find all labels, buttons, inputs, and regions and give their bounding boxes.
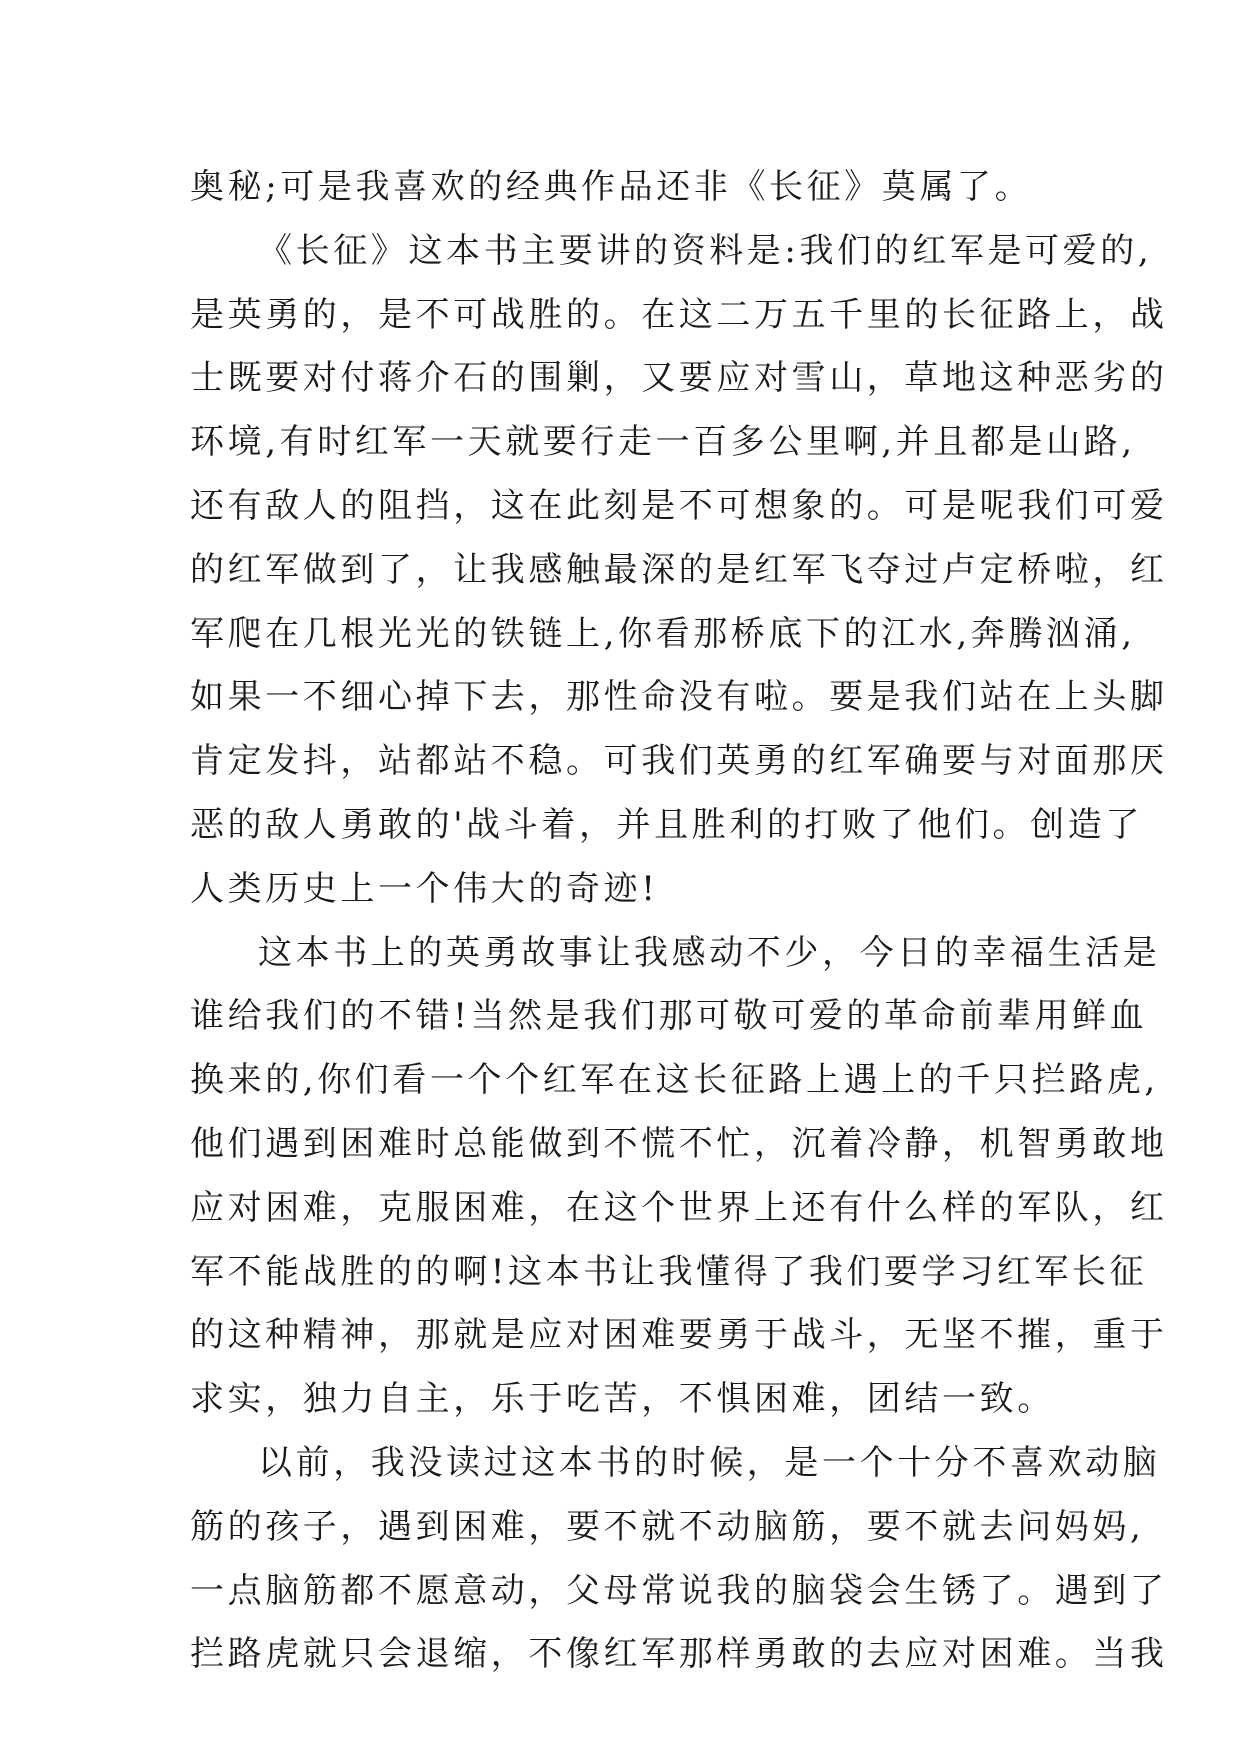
text-line: 的红军做到了，让我感触最深的是红军飞夺过卢定桥啦，红 <box>190 549 1168 590</box>
text-line: 环境,有时红军一天就要行走一百多公里啊,并且都是山路, <box>190 422 1136 463</box>
text-line: 士既要对付蒋介石的围剿，又要应对雪山，草地这种恶劣的 <box>190 358 1168 399</box>
text-line: 如果一不细心掉下去，那性命没有啦。要是我们站在上头脚 <box>190 677 1168 718</box>
text-line: 筋的孩子，遇到困难，要不就不动脑筋，要不就去问妈妈, <box>190 1506 1145 1547</box>
text-line: 换来的,你们看一个个红军在这长征路上遇上的千只拦路虎, <box>190 1060 1159 1101</box>
text-line: 的这种精神，那就是应对困难要勇于战斗，无坚不摧，重于 <box>190 1315 1168 1356</box>
text-line: 军不能战胜的的啊!这本书让我懂得了我们要学习红军长征 <box>190 1251 1148 1292</box>
text-line: 他们遇到困难时总能做到不慌不忙，沉着冷静，机智勇敢地 <box>190 1123 1168 1164</box>
text-line: 应对困难，克服困难，在这个世界上还有什么样的军队，红 <box>190 1187 1168 1228</box>
text-line: 还有敌人的阻挡，这在此刻是不可想象的。可是呢我们可爱 <box>190 485 1168 526</box>
text-line: 奥秘;可是我喜欢的经典作品还非《长征》莫属了。 <box>190 167 1033 207</box>
text-line: 军爬在几根光光的铁链上,你看那桥底下的江水,奔腾汹涌, <box>190 613 1136 654</box>
text-line: 以前，我没读过这本书的时候，是一个十分不喜欢动脑 <box>258 1442 1161 1483</box>
text-line: 这本书上的英勇故事让我感动不少，今日的幸福生活是 <box>258 932 1161 973</box>
text-line: 恶的敌人勇敢的'战斗着，并且胜利的打败了他们。创造了 <box>190 804 1143 845</box>
document-body <box>190 156 1168 1687</box>
text-line: 《长征》这本书主要讲的资料是:我们的红军是可爱的, <box>258 230 1153 271</box>
text-line: 人类历史上一个伟大的奇迹! <box>190 868 659 909</box>
text-line: 一点脑筋都不愿意动，父母常说我的脑袋会生锈了。遇到了 <box>190 1570 1168 1611</box>
text-line: 求实，独力自主，乐于吃苦，不惧困难，团结一致。 <box>190 1379 1055 1420</box>
text-line: 谁给我们的不错!当然是我们那可敬可爱的革命前辈用鲜血 <box>190 996 1148 1037</box>
text-line: 肯定发抖，站都站不稳。可我们英勇的红军确要与对面那厌 <box>190 741 1168 782</box>
text-line: 是英勇的，是不可战胜的。在这二万五千里的长征路上，战 <box>190 294 1168 335</box>
text-line: 拦路虎就只会退缩，不像红军那样勇敢的去应对困难。当我 <box>190 1634 1168 1675</box>
